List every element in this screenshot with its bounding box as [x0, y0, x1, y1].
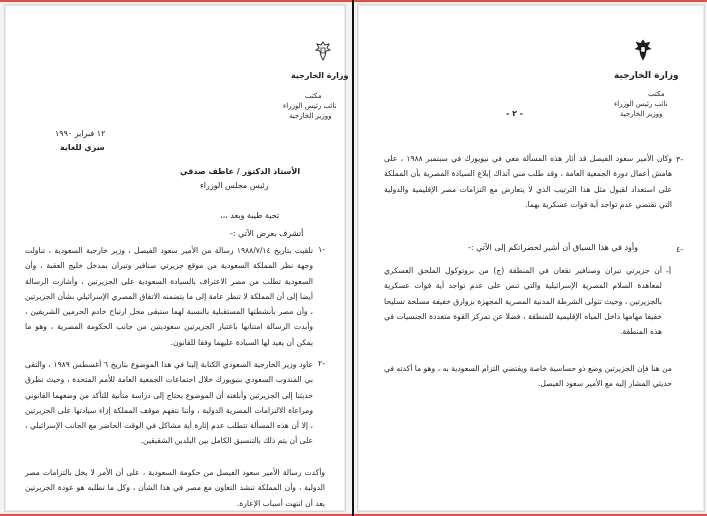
- paragraph-item-2: [25, 357, 313, 449]
- paragraph-item-4a: [384, 263, 662, 339]
- classification-label: سري للغاية: [60, 143, 105, 152]
- office-line-1: مكتب: [305, 92, 322, 100]
- office-line-3: ووزير الخارجية: [620, 110, 663, 118]
- recipient-title: رئيس مجلس الوزراء: [200, 181, 269, 190]
- page-number-marker: - ٢ -: [506, 109, 524, 118]
- item-number: ٢-: [318, 359, 326, 368]
- paragraph-item-4: وأود في هذا السياق أن أشير لحضراتكم إلى الآتي :-: [468, 243, 638, 252]
- ministry-header: وزارة الخارجية: [291, 71, 349, 80]
- paragraph-text: تلقيت بتاريخ ١٩٨٨/٧/١٤ رسالة من الأمير سعود الفيصل ، وزير خارجية السعودية ، تناولت وجهة نظر المملكة السعودية من موقع جزيرتي صنافير وتيران بمدخل خليج العقبة ، وأن السعودية تطلب من مصر الاعتراف بالسيادة السعودية على الجزيرتين ، وأشارت الرسالة أيضا إلى أن المملكة لا تنظر عامة إلى ما يتضمنه الاتفاق المصري الإسرائيلي بشأن الجزيرتين ، وأن مصر بأنشطتها المستقبلية بالنسبة لهما ستبقى محل ارتياح خادم الحرمين الشريفين ، وأبدت الرسالة امتنانها باعتبار الجزيرتين سعوديتين من جانب الحكومة المصرية ، وهو ما يمكن أن يعيد لها السيادة عليهما وفقا للقانون.: [25, 246, 314, 347]
- ministry-header: وزارة الخارجية: [614, 71, 679, 81]
- office-line-3: ووزير الخارجية: [289, 112, 332, 120]
- item-number: أ-: [666, 267, 672, 276]
- eagle-emblem-icon: [634, 39, 652, 61]
- office-line-2: نائب رئيس الوزراء: [283, 102, 337, 110]
- paragraph-conclusion: [384, 361, 672, 392]
- paragraph-text: وكان الأمير سعود الفيصل قد أثار هذه المسألة معي في نيويورك في سبتمبر ١٩٨٨ ، على هامش أعمال دورة الجمعية العامة ، وقد طلب مني آنذاك إبلاغ السيادة المصرية بأن المملكة على استعداد لقبول مثل هذا الترتيب الذي لا يتعارض مع التزامات مصر الإقليمية والدولية التي تقتضي عدم تواجد أية قوات عسكرية بهما.: [384, 154, 672, 209]
- item-number: ٤-: [676, 245, 684, 254]
- document-page-right: [357, 4, 705, 512]
- item-number: ١-: [318, 245, 326, 254]
- item-number: ٣-: [676, 155, 684, 164]
- office-line-2: نائب رئيس الوزراء: [614, 100, 668, 108]
- paragraph-text: وأكدت رسالة الأمير سعود الفيصل من حكومة السعودية ، على أن الأمر لا يخل بالتزامات مصر الدولية ، وأن المملكة تنشد التعاون مع مصر في هذا الشأن ، وكل ما تطلبه هو عودة الجزيرتين بعد أن انتهت أسباب الإعارة.: [25, 468, 325, 508]
- document-page-left: [4, 4, 349, 512]
- paragraph-text: عاود وزير الخارجية السعودي الكتابة إلينا في هذا الموضوع بتاريخ ٦ أغسطس ١٩٨٩ ، والتقى بي المندوب السعودي بنيويورك خلال اجتماعات الجمعية العامة للأمم المتحدة ، وحيث تطرق حديثنا إلى الجزيرتين وأبلغته أن الموضوع يحتاج إلى دراسة متأنية للتأكد من وضعهما القانوني ومراعاة الالتزامات المصرية الدولية ، وأننا نتفهم موقف المملكة إزاء سيادتها على الجزيرتين ، إلا أن هذه المسألة تتطلب عدم إثارة أية مشاكل في الوقت الحاضر مع الجانب الإسرائيلي ، على أن يتم ذلك بالتنسيق الكامل بين البلدين الشقيقين.: [25, 360, 314, 446]
- paragraph-item-1: [25, 243, 313, 350]
- document-date: ١٢ فبراير ١٩٩٠: [55, 129, 106, 138]
- paragraph-text: من هنا فإن الجزيرتين وضع ذو حساسية خاصة ويقتضي التزام السعودية به ، وهو ما أكدته في حديثي المشار إليه مع الأمير سعود الفيصل.: [384, 364, 672, 389]
- greeting: تحية طيبة وبعد ،،،: [220, 211, 280, 220]
- paragraph-text: أن جزيرتي تيران وصنافير تقعان في المنطقة (ج) من بروتوكول الملحق العسكري لمعاهدة السلام المصرية الإسرائيلية والتي تنص على عدم تواجد أية قوات عسكرية بالجزيرتين ، وحيث تتولى الشرطة المدنية المصرية المجهزة بزوارق خفيفة مسلحة تسليحا خفيفا مهامها داخل المياه الإقليمية للمنطقة ، فضلا عن تمركز القوة متعددة الجنسيات في هذه المنطقة.: [384, 266, 662, 337]
- recipient-name: الأستاذ الدكتور / عاطف صدقي: [180, 167, 301, 176]
- office-line-1: مكتب: [648, 90, 665, 98]
- page-divider: [352, 0, 354, 516]
- eagle-emblem-icon: [315, 41, 331, 61]
- paragraph-closing: [25, 465, 325, 511]
- paragraph-item-3: [384, 151, 672, 212]
- intro-line: أتشرف بعرض الآتي :-: [230, 229, 304, 238]
